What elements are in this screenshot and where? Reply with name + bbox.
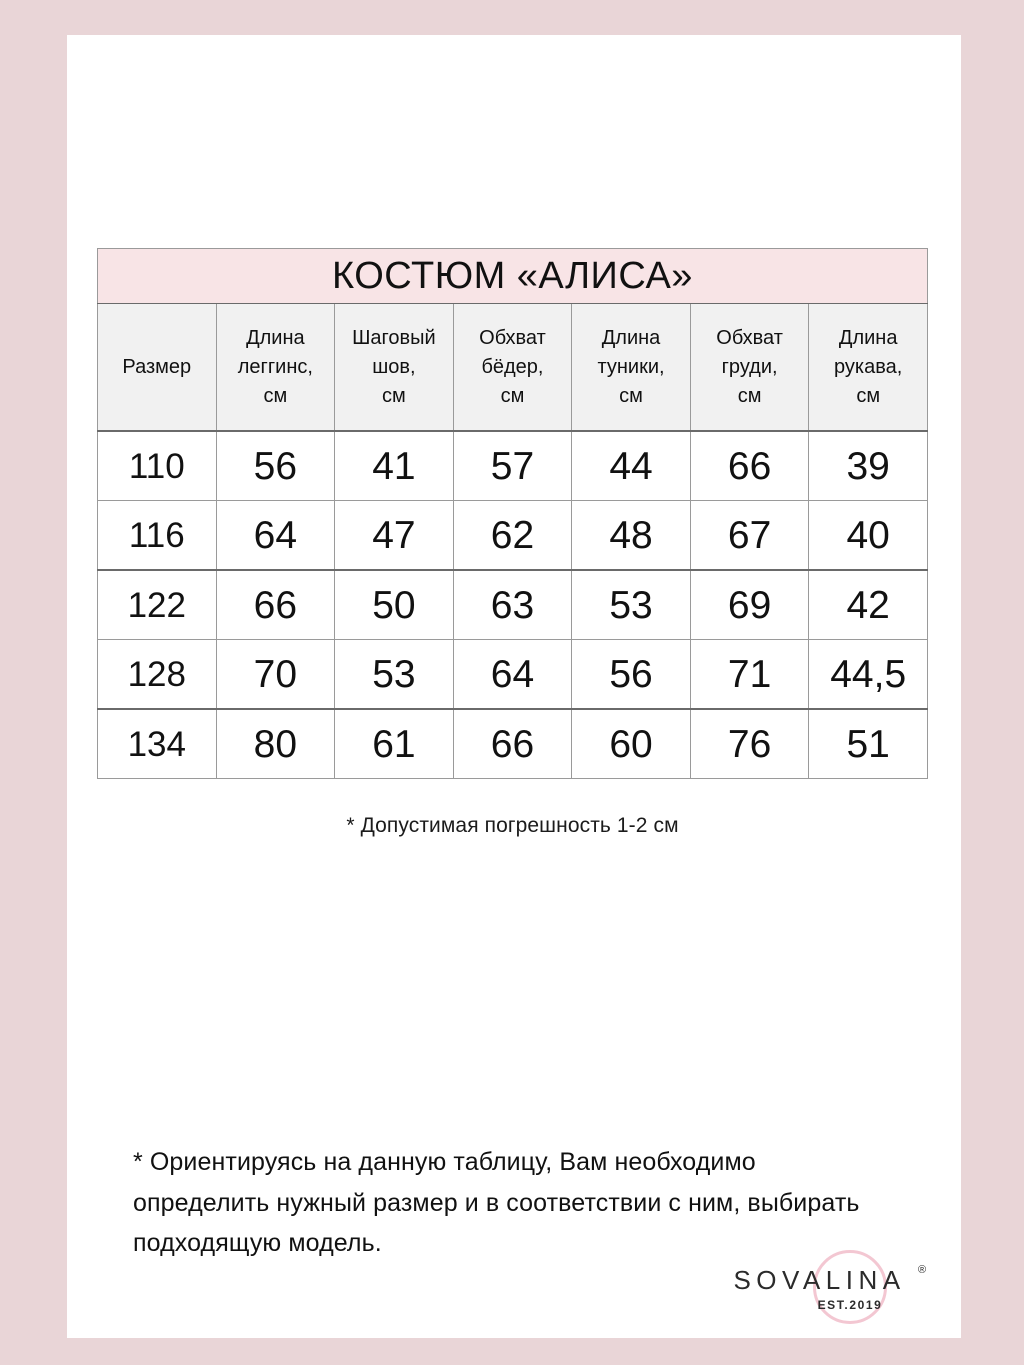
cell-chest-circumference: 71	[690, 640, 809, 710]
cell-chest-circumference: 66	[690, 431, 809, 501]
content-card	[67, 35, 961, 1338]
cell-size: 122	[98, 570, 217, 640]
header-line-2: леггинс,	[237, 355, 313, 378]
table-row	[98, 709, 928, 779]
header-line-1: Обхват	[716, 326, 783, 349]
cell-tunic-length: 48	[572, 501, 691, 571]
cell-sleeve-length: 42	[809, 570, 928, 640]
cell-sleeve-length: 39	[809, 431, 928, 501]
cell-inseam: 41	[335, 431, 454, 501]
table-header-row	[98, 304, 928, 432]
cell-hip-circumference: 62	[453, 501, 572, 571]
cell-hip-circumference: 66	[453, 709, 572, 779]
cell-sleeve-length: 44,5	[809, 640, 928, 710]
header-line-1: Длина	[601, 326, 661, 349]
header-line-3: см	[382, 384, 406, 407]
cell-tunic-length: 53	[572, 570, 691, 640]
cell-inseam: 47	[335, 501, 454, 571]
header-line-2: груди,	[721, 355, 778, 378]
header-line-3: см	[737, 384, 762, 407]
cell-hip-circumference: 64	[453, 640, 572, 710]
cell-chest-circumference: 76	[690, 709, 809, 779]
cell-leggings-length: 66	[216, 570, 335, 640]
registered-trademark-icon: ®	[918, 1264, 927, 1276]
cell-inseam: 53	[335, 640, 454, 710]
column-header-hip-circumference	[453, 304, 572, 432]
table-row	[98, 640, 928, 710]
header-line-3: см	[263, 384, 288, 407]
cell-tunic-length: 44	[572, 431, 691, 501]
page-title: КОСТЮМ «АЛИСА»	[332, 255, 693, 297]
column-header-sleeve-length	[809, 304, 928, 432]
table-row	[98, 431, 928, 501]
table-row	[98, 570, 928, 640]
header-line-1: Длина	[246, 326, 305, 349]
header-line-1: Длина	[838, 326, 898, 349]
column-header-chest-circumference	[690, 304, 809, 432]
header-line-2: бёдер,	[481, 355, 544, 378]
cell-tunic-length: 60	[572, 709, 691, 779]
cell-chest-circumference: 69	[690, 570, 809, 640]
cell-size: 110	[98, 431, 217, 501]
cell-hip-circumference: 57	[453, 431, 572, 501]
table-row	[98, 501, 928, 571]
header-line-1: Обхват	[479, 326, 546, 349]
column-header-inseam	[335, 304, 454, 432]
cell-leggings-length: 56	[216, 431, 335, 501]
table-title-row	[98, 249, 928, 304]
cell-leggings-length: 64	[216, 501, 335, 571]
cell-tunic-length: 56	[572, 640, 691, 710]
cell-inseam: 50	[335, 570, 454, 640]
logo-established: EST.2019	[817, 1298, 883, 1312]
tolerance-note: * Допустимая погрешность 1-2 см	[346, 814, 679, 837]
cell-sleeve-length: 51	[809, 709, 928, 779]
brand-logo	[722, 1247, 937, 1329]
cell-size: 134	[98, 709, 217, 779]
column-header-leggings-length	[216, 304, 335, 432]
header-line-2: туники,	[597, 355, 665, 378]
cell-hip-circumference: 63	[453, 570, 572, 640]
instruction-note: * Ориентируясь на данную таблицу, Вам необходимо определить нужный размер и в соответствии с ним, выбирать подходящую модель.	[133, 1148, 860, 1257]
header-line-1: Шаговый	[352, 326, 436, 349]
cell-size: 116	[98, 501, 217, 571]
logo-wordmark: SOVALINA	[733, 1265, 906, 1295]
header-line-2: рукава,	[834, 355, 903, 378]
header-line-1: Размер	[122, 355, 192, 378]
column-header-size	[98, 304, 217, 432]
column-header-tunic-length	[572, 304, 691, 432]
cell-chest-circumference: 67	[690, 501, 809, 571]
cell-inseam: 61	[335, 709, 454, 779]
header-line-2: шов,	[372, 355, 416, 378]
cell-sleeve-length: 40	[809, 501, 928, 571]
cell-size: 128	[98, 640, 217, 710]
cell-leggings-length: 70	[216, 640, 335, 710]
header-line-3: см	[856, 384, 881, 407]
table-title-cell	[98, 249, 928, 304]
size-chart-table	[97, 248, 928, 779]
header-line-3: см	[619, 384, 643, 407]
header-line-3: см	[500, 384, 525, 407]
cell-leggings-length: 80	[216, 709, 335, 779]
